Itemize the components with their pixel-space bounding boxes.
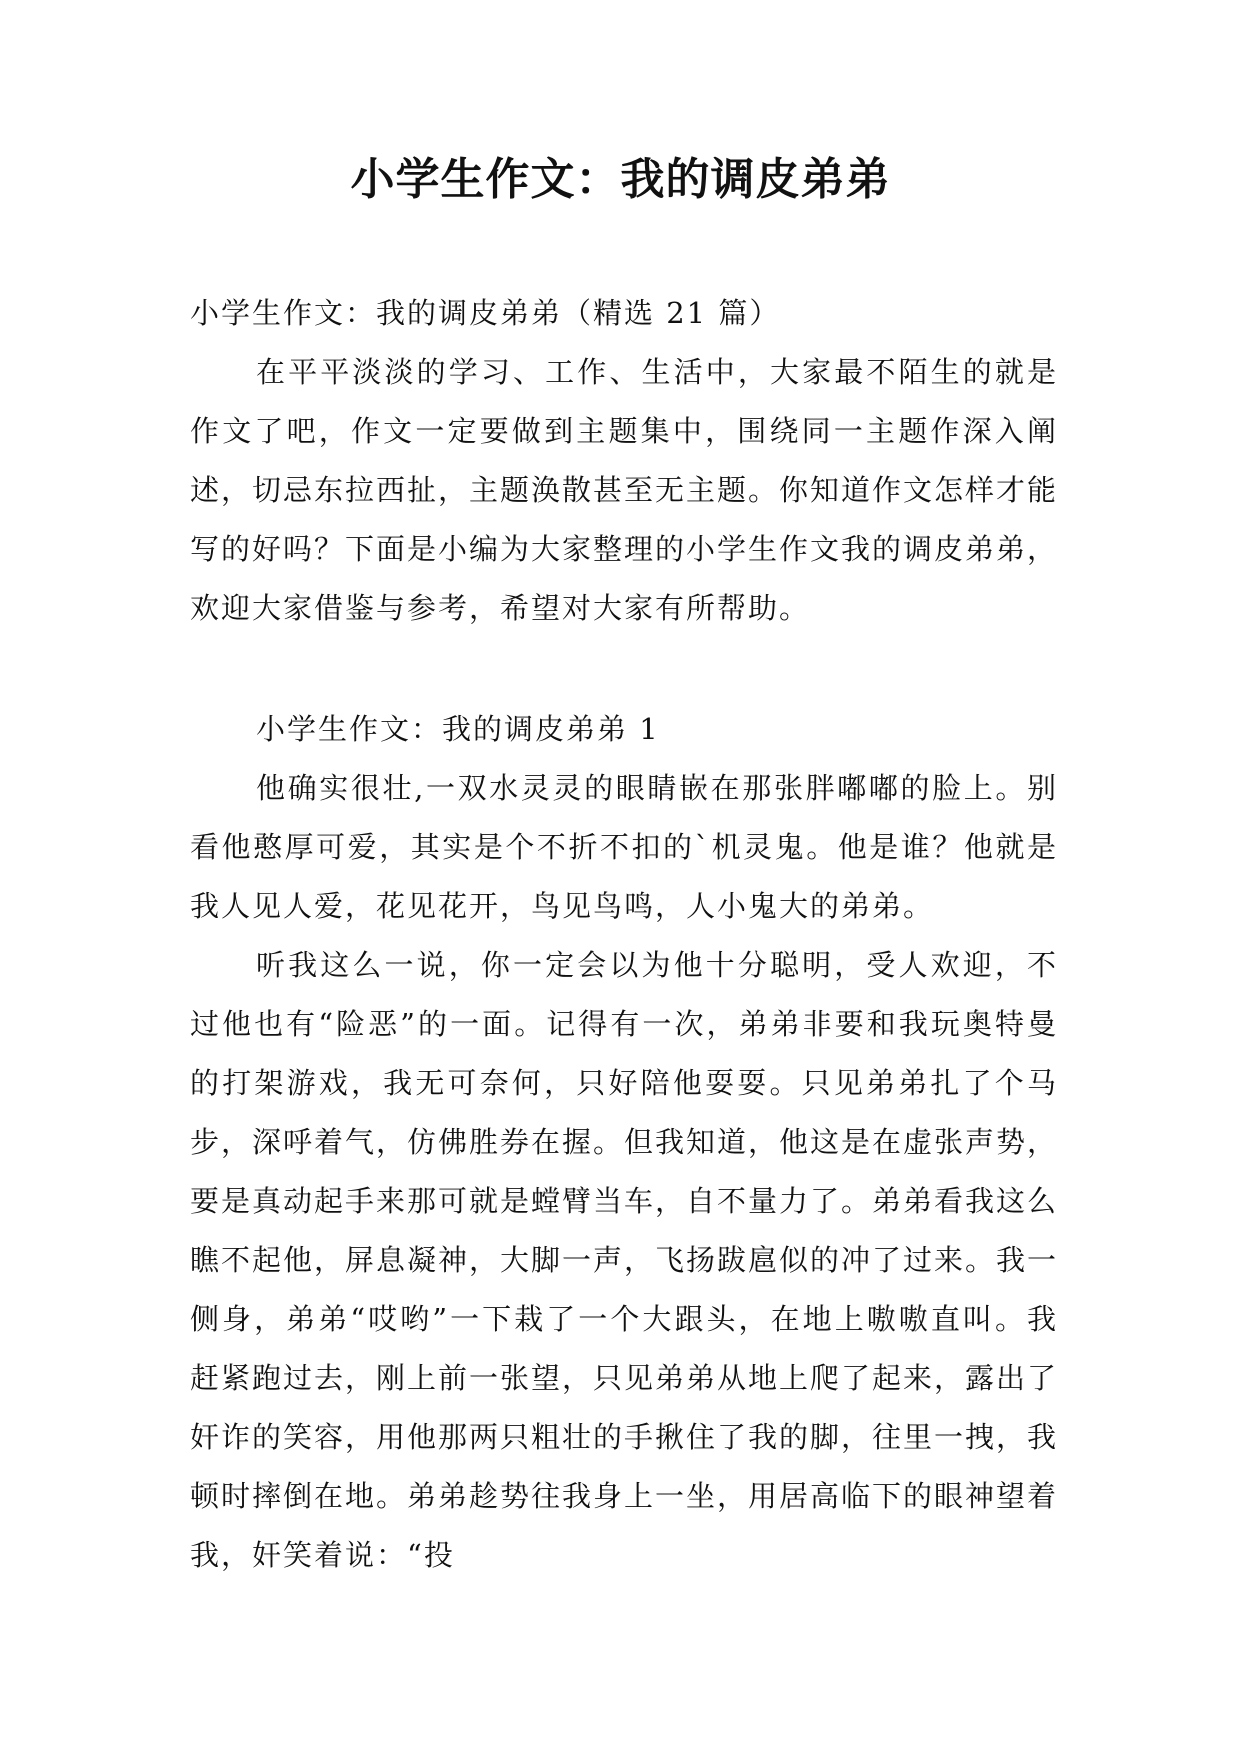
essay-paragraph-2: 听我这么一说，你一定会以为他十分聪明，受人欢迎，不过他也有“险恶”的一面。记得有一次，弟弟非要和我玩奥特曼的打架游戏，我无可奈何，只好陪他耍耍。只见弟弟扎了个马步，深呼着气，仿佛胜券在握。但我知道，他这是在虚张声势，要是真动起手来那可就是螳臂当车，自不量力了。弟弟看我这么瞧不起他，屏息凝神，大脚一声，飞扬跋扈似的冲了过来。我一侧身，弟弟“哎哟”一下栽了一个大跟头，在地上嗷嗷直叫。我赶紧跑过去，刚上前一张望，只见弟弟从地上爬了起来，露出了奸诈的笑容，用他那两只粗壮的手揪住了我的脚，往里一拽，我顿时摔倒在地。弟弟趁势往我身上一坐，用居高临下的眼神望着我，奸笑着说：“投 [190,948,1059,1572]
intro-block [190,284,1058,638]
section-heading: 小学生作文：我的调皮弟弟 1 [256,712,660,746]
document-title: 小学生作文：我的调皮弟弟 [350,154,891,205]
subtitle-line: 小学生作文：我的调皮弟弟（精选 21 篇） [190,296,781,330]
essay-paragraph-1: 他确实很壮,一双水灵灵的眼睛嵌在那张胖嘟嘟的脸上。别看他憨厚可爱，其实是个不折不扣的`机灵鬼。他是谁？他就是我人见人爱，花见花开，鸟见鸟鸣，人小鬼大的弟弟。 [190,771,1058,923]
intro-paragraph: 在平平淡淡的学习、工作、生活中，大家最不陌生的就是作文了吧，作文一定要做到主题集中，围绕同一主题作深入阐述，切忌东拉西扯，主题涣散甚至无主题。你知道作文怎样才能写的好吗？下面是小编为大家整理的小学生作文我的调皮弟弟，欢迎大家借鉴与参考，希望对大家有所帮助。 [190,355,1059,625]
essay-block [190,700,1058,1585]
